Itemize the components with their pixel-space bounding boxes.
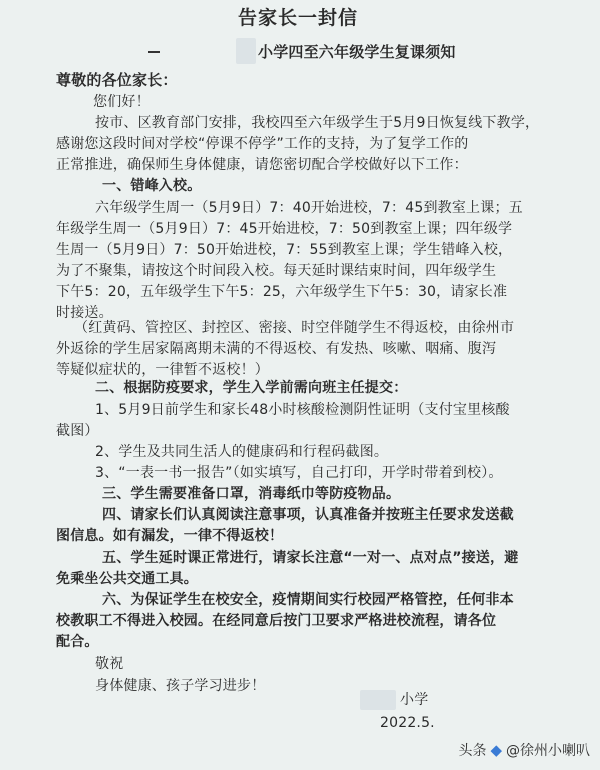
signature-date: 2022.5. — [380, 715, 435, 731]
note-line: 外返徐的学生居家隔离期未满的不得返校、有发热、咳嗽、咽痛、腹泻 — [56, 341, 497, 357]
closing-wish: 敬祝 — [95, 656, 124, 672]
subtitle-dash — [148, 51, 160, 53]
section-1-line: 下午5：20，五年级学生下午5：25，六年级学生下午5：30，请家长准 — [56, 284, 508, 300]
section-2-item: 截图） — [56, 423, 99, 439]
section-2-item: 3、“一表一书一报告”（如实填写，自己打印，开学时带着到校）。 — [95, 465, 503, 481]
section-2-heading: 二、根据防疫要求，学生入学前需向班主任提交： — [95, 380, 408, 396]
section-2-item: 2、学生及共同生活人的健康码和行程码截图。 — [95, 444, 389, 460]
signature-school: 小学 — [400, 692, 429, 708]
section-5-line: 五、学生延时课正常进行，请家长注意“一对一、点对点”接送，避 — [102, 550, 519, 566]
section-1-line: 生周一（5月9日）7：50开始进校，7：55到教室上课；学生错峰入校， — [56, 242, 513, 258]
section-6-line: 六、为保证学生在校安全，疫情期间实行校园严格管控，任何非本 — [102, 592, 514, 608]
redacted-school-name — [236, 38, 256, 64]
salutation: 尊敬的各位家长： — [56, 71, 178, 89]
section-1-line: 年级学生周一（5月9日）7：45开始进校，7：50到教室上课；四年级学 — [56, 221, 513, 237]
intro-line: 正常推进，确保师生身体健康，请您密切配合学校做好以下工作： — [56, 157, 468, 173]
intro-line: 按市、区教育部门安排，我校四至六年级学生于5月9日恢复线下教学， — [95, 115, 540, 131]
watermark-prefix: 头条 — [458, 743, 487, 759]
watermark-account: @徐州小喇叭 — [506, 743, 590, 759]
section-4-line: 图信息。如有漏发，一律不得返校！ — [56, 528, 284, 544]
section-4-line: 四、请家长们认真阅读注意事项，认真准备并按班主任要求发送截 — [102, 507, 514, 523]
section-1-heading: 一、错峰入校。 — [102, 178, 202, 194]
toutiao-icon: ◆ — [490, 741, 502, 759]
section-3: 三、学生需要准备口罩，消毒纸巾等防疫物品。 — [102, 486, 401, 502]
section-5-line: 免乘坐公共交通工具。 — [56, 571, 198, 587]
note-line: （红黄码、管控区、封控区、密接、时空伴随学生不得返校，由徐州市 — [74, 320, 515, 336]
page-title: 告家长一封信 — [238, 7, 359, 29]
note-line: 等疑似症状的，一律暂不返校！） — [56, 362, 269, 378]
section-1-line: 时接送。 — [56, 305, 113, 321]
watermark — [458, 740, 590, 760]
section-6-line: 校教职工不得进入校园。在经同意后按门卫要求严格进校流程，请各位 — [56, 613, 497, 629]
section-6-line: 配合。 — [56, 634, 99, 650]
redacted-school-name — [360, 690, 396, 710]
greeting: 您们好！ — [93, 94, 150, 110]
section-1-line: 六年级学生周一（5月9日）7：40开始进校，7：45到教室上课；五 — [95, 200, 523, 216]
section-2-item: 1、5月9日前学生和家长48小时核酸检测阴性证明（支付宝里核酸 — [95, 402, 510, 418]
closing-blessing: 身体健康、孩子学习进步！ — [95, 678, 266, 694]
section-1-line: 为了不聚集，请按这个时间段入校。每天延时课结束时间，四年级学生 — [56, 263, 497, 279]
intro-line: 感谢您这段时间对学校“停课不停学”工作的支持，为了复学工作的 — [56, 136, 469, 152]
subtitle: 小学四至六年级学生复课须知 — [258, 43, 456, 61]
